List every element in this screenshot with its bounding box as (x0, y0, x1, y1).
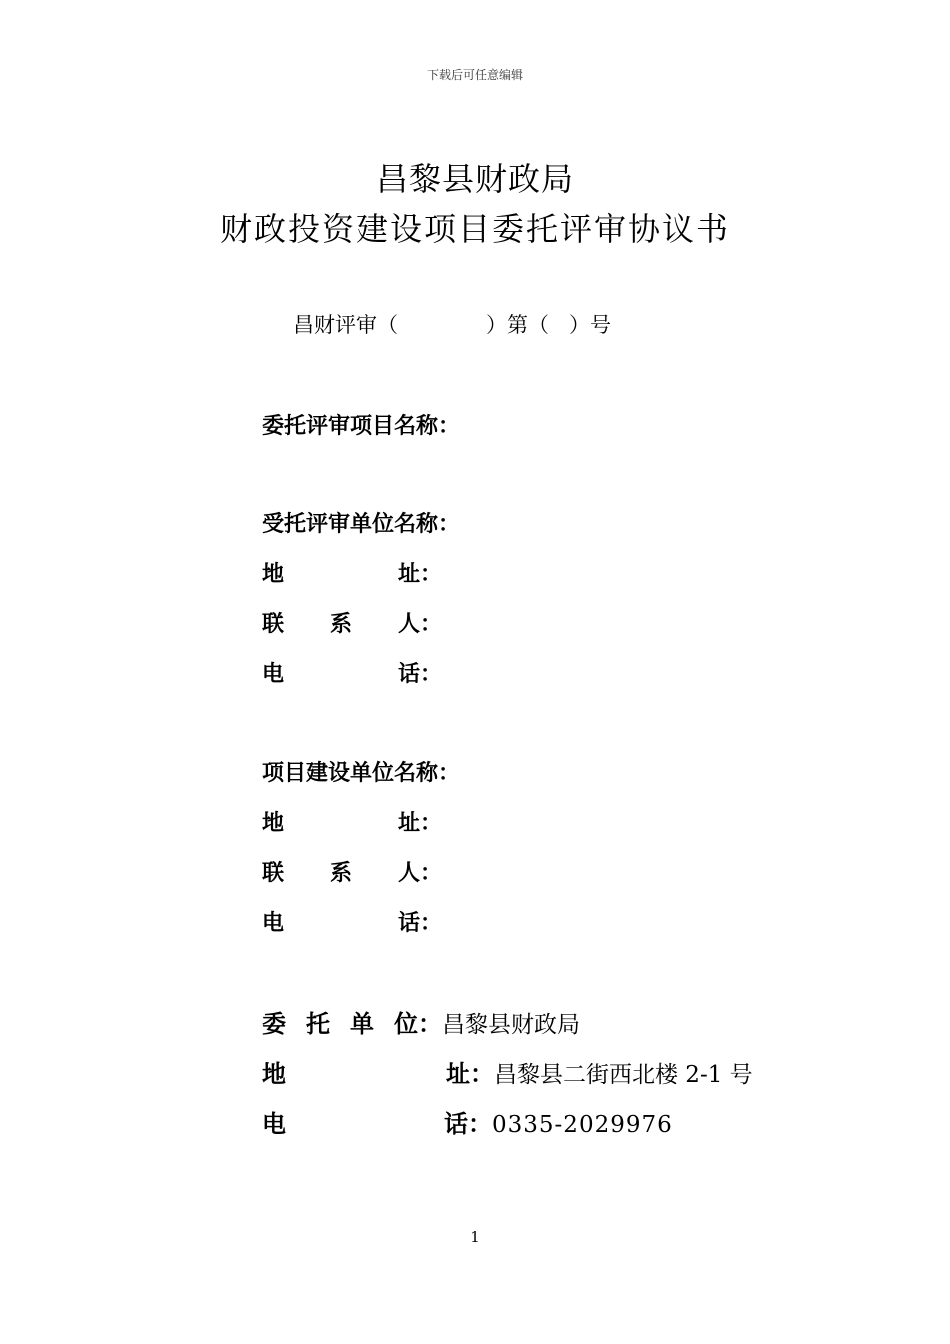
builder-address-label: 地 址： (262, 810, 442, 836)
client-unit-value: 昌黎县财政局 (442, 1012, 580, 1038)
client-address-label: 地 址： (262, 1059, 494, 1088)
document-title-line2: 财政投资建设项目委托评审协议书 (219, 210, 730, 248)
doc-number-suffix: ）号 (569, 313, 611, 337)
document-title-line1: 昌黎县财政局 (375, 160, 574, 198)
builder-contact-label: 联 系 人： (262, 860, 442, 886)
reviewer-contact-label: 联 系 人： (262, 611, 442, 637)
client-unit-label: 委 托 单 位： (262, 1009, 442, 1038)
client-phone-label: 电 话： (262, 1109, 492, 1138)
reviewer-name-label: 受托评审单位名称： (262, 511, 461, 537)
builder-phone-label: 电 话： (262, 910, 442, 936)
page-number: 1 (470, 1228, 480, 1246)
project-name-label: 委托评审项目名称： (262, 413, 461, 439)
doc-number-prefix: 昌财评审（ (293, 313, 398, 337)
client-address-value: 昌黎县二街西北楼 2-1 号 (494, 1062, 753, 1088)
client-phone-value: 0335-2029976 (492, 1112, 673, 1138)
document-number (293, 309, 611, 339)
reviewer-phone-label: 电 话： (262, 661, 442, 687)
reviewer-address-label: 地 址： (262, 561, 442, 587)
doc-number-mid: ）第（ (486, 313, 549, 337)
builder-name-label: 项目建设单位名称： (262, 760, 461, 786)
client-unit-row (262, 1004, 580, 1036)
client-address-row (262, 1054, 753, 1086)
header-note: 下载后可任意编辑 (426, 68, 523, 82)
client-phone-row (262, 1104, 673, 1136)
